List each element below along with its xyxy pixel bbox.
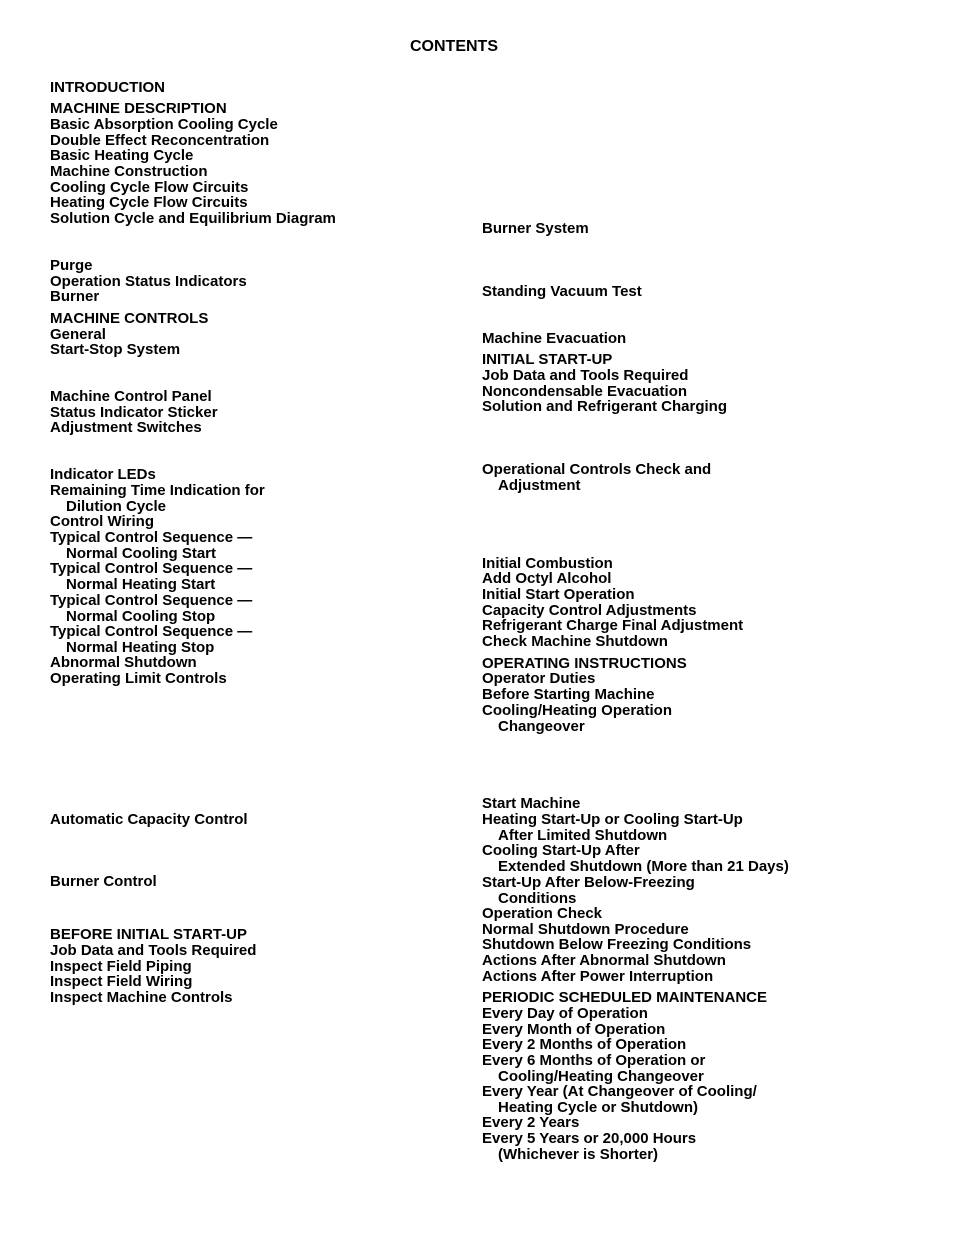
toc-entry-text: Control Wiring bbox=[50, 513, 155, 530]
toc-entry-text: Typical Control Sequence — bbox=[50, 623, 253, 640]
toc-entry-text: Cooling/Heating Operation bbox=[482, 702, 672, 719]
toc-entry-text: Typical Control Sequence — bbox=[50, 529, 253, 546]
toc-entry-text: Add Octyl Alcohol bbox=[482, 570, 612, 587]
toc-entry bbox=[50, 483, 265, 514]
toc-entry-text: Every 6 Months of Operation or bbox=[482, 1052, 706, 1069]
toc-entry bbox=[482, 703, 672, 734]
toc-entry-text: Every Day of Operation bbox=[482, 1005, 648, 1022]
toc-entry-text: Cooling Cycle Flow Circuits bbox=[50, 179, 249, 196]
toc-entry bbox=[50, 258, 93, 274]
toc-entry bbox=[482, 352, 612, 368]
toc-entry-text: MACHINE DESCRIPTION bbox=[50, 100, 227, 117]
toc-entry-text: Normal Shutdown Procedure bbox=[482, 921, 689, 938]
toc-entry bbox=[50, 671, 227, 687]
toc-entry-text: MACHINE CONTROLS bbox=[50, 310, 209, 327]
toc-entry-text: Typical Control Sequence — bbox=[50, 560, 253, 577]
toc-entry-text: Double Effect Reconcentration bbox=[50, 132, 270, 149]
toc-entry bbox=[482, 634, 668, 650]
toc-entry-text: Basic Absorption Cooling Cycle bbox=[50, 116, 278, 133]
toc-entry bbox=[482, 843, 789, 874]
toc-entry bbox=[482, 687, 655, 703]
toc-entry-text: Every 2 Years bbox=[482, 1114, 580, 1131]
toc-entry bbox=[482, 571, 611, 587]
toc-entry bbox=[50, 943, 256, 959]
toc-entry bbox=[50, 101, 227, 117]
toc-entry bbox=[482, 969, 713, 985]
toc-entry bbox=[482, 1006, 648, 1022]
toc-entry bbox=[482, 587, 635, 603]
toc-entry-text: Purge bbox=[50, 257, 93, 274]
toc-entry bbox=[482, 953, 726, 969]
toc-entry-text: Operation Check bbox=[482, 905, 603, 922]
toc-entry-text: Capacity Control Adjustments bbox=[482, 602, 697, 619]
toc-entry bbox=[482, 618, 743, 634]
toc-entry-text: Solution and Refrigerant Charging bbox=[482, 398, 728, 415]
toc-entry-text: Inspect Field Piping bbox=[50, 958, 192, 975]
toc-entry-continuation: Normal Cooling Start bbox=[66, 544, 217, 562]
toc-entry bbox=[50, 311, 208, 327]
toc-entry bbox=[50, 195, 248, 211]
toc-entry-text: Every Month of Operation bbox=[482, 1021, 666, 1038]
toc-entry-text: Remaining Time Indication for bbox=[50, 482, 265, 499]
toc-entry-continuation: Extended Shutdown (More than 21 Days) bbox=[498, 857, 789, 875]
toc-entry-text: Actions After Abnormal Shutdown bbox=[482, 952, 726, 969]
toc-entry-text: INITIAL START-UP bbox=[482, 351, 613, 368]
toc-entry bbox=[482, 368, 688, 384]
toc-entry-text: Adjustment Switches bbox=[50, 419, 202, 436]
toc-entry-text: Burner bbox=[50, 288, 100, 305]
toc-entry bbox=[482, 1037, 686, 1053]
toc-entry-text: Check Machine Shutdown bbox=[482, 633, 668, 650]
toc-entry bbox=[50, 874, 157, 890]
toc-entry-continuation: Conditions bbox=[498, 889, 577, 907]
toc-entry bbox=[50, 927, 247, 943]
toc-entry bbox=[50, 211, 336, 227]
toc-entry-text: Operation Status Indicators bbox=[50, 273, 247, 290]
toc-entry-text: PERIODIC SCHEDULED MAINTENANCE bbox=[482, 989, 768, 1006]
toc-entry bbox=[50, 389, 212, 405]
toc-entry-text: Job Data and Tools Required bbox=[482, 367, 689, 384]
toc-entry bbox=[482, 937, 751, 953]
toc-entry-text: Job Data and Tools Required bbox=[50, 942, 257, 959]
toc-entry-text: Initial Start Operation bbox=[482, 586, 635, 603]
toc-entry bbox=[50, 289, 99, 305]
toc-entry-text: Every Year (At Changeover of Cooling/ bbox=[482, 1083, 757, 1100]
toc-entry bbox=[482, 875, 695, 906]
toc-entry-text: General bbox=[50, 326, 106, 343]
toc-entry-text: Shutdown Below Freezing Conditions bbox=[482, 936, 752, 953]
toc-entry bbox=[482, 1115, 579, 1131]
toc-entry bbox=[50, 974, 192, 990]
toc-entry bbox=[50, 514, 154, 530]
toc-entry bbox=[482, 331, 626, 347]
toc-entry-text: Standing Vacuum Test bbox=[482, 283, 642, 300]
toc-entry-text: Start-Stop System bbox=[50, 341, 181, 358]
toc-entry-text: Typical Control Sequence — bbox=[50, 592, 253, 609]
toc-entry-continuation: After Limited Shutdown bbox=[498, 826, 668, 844]
toc-entry-text: OPERATING INSTRUCTIONS bbox=[482, 655, 687, 672]
toc-entry-text: Refrigerant Charge Final Adjustment bbox=[482, 617, 744, 634]
toc-entry bbox=[50, 655, 197, 671]
toc-entry bbox=[482, 399, 727, 415]
toc-entry-continuation: Adjustment bbox=[498, 476, 581, 494]
toc-entry bbox=[482, 796, 580, 812]
toc-entry bbox=[50, 990, 233, 1006]
toc-entry-continuation: Dilution Cycle bbox=[66, 497, 167, 515]
toc-entry-text: Machine Evacuation bbox=[482, 330, 627, 347]
toc-entry bbox=[50, 624, 252, 655]
toc-entry bbox=[482, 906, 602, 922]
toc-entry bbox=[482, 671, 595, 687]
toc-entry-text: Inspect Machine Controls bbox=[50, 989, 233, 1006]
toc-entry-continuation: Normal Heating Stop bbox=[66, 638, 215, 656]
toc-entry-text: Indicator LEDs bbox=[50, 466, 156, 483]
toc-entry-continuation: Changeover bbox=[498, 717, 585, 735]
toc-entry bbox=[482, 1053, 705, 1084]
toc-entry bbox=[50, 342, 180, 358]
toc-entry-text: Basic Heating Cycle bbox=[50, 147, 194, 164]
toc-entry bbox=[482, 812, 743, 843]
toc-entry bbox=[482, 462, 711, 493]
toc-entry-text: Automatic Capacity Control bbox=[50, 811, 248, 828]
toc-entry bbox=[482, 284, 642, 300]
toc-entry bbox=[50, 593, 252, 624]
toc-entry bbox=[482, 1084, 757, 1115]
toc-entry-text: INTRODUCTION bbox=[50, 79, 165, 96]
toc-entry-continuation: Cooling/Heating Changeover bbox=[498, 1067, 704, 1085]
toc-entry bbox=[50, 467, 156, 483]
toc-entry bbox=[482, 1131, 696, 1162]
toc-entry-text: Heating Cycle Flow Circuits bbox=[50, 194, 248, 211]
toc-entry-text: Every 2 Months of Operation bbox=[482, 1036, 687, 1053]
toc-entry bbox=[50, 420, 202, 436]
toc-entry-text: Before Starting Machine bbox=[482, 686, 655, 703]
toc-entry-text: Start-Up After Below-Freezing bbox=[482, 874, 695, 891]
toc-entry bbox=[50, 530, 252, 561]
toc-entry-continuation: Normal Cooling Stop bbox=[66, 607, 216, 625]
toc-entry-text: Machine Control Panel bbox=[50, 388, 212, 405]
toc-entry-text: Every 5 Years or 20,000 Hours bbox=[482, 1130, 697, 1147]
toc-entry-text: Actions After Power Interruption bbox=[482, 968, 714, 985]
toc-entry bbox=[50, 164, 208, 180]
contents-heading: CONTENTS bbox=[410, 38, 498, 55]
toc-entry bbox=[50, 80, 165, 96]
toc-entry-text: Cooling Start-Up After bbox=[482, 842, 640, 859]
toc-entry-text: Status Indicator Sticker bbox=[50, 404, 218, 421]
toc-entry-continuation: Normal Heating Start bbox=[66, 575, 216, 593]
toc-entry bbox=[50, 148, 193, 164]
toc-entry bbox=[482, 990, 767, 1006]
toc-entry-text: Solution Cycle and Equilibrium Diagram bbox=[50, 210, 336, 227]
toc-entry-continuation: Heating Cycle or Shutdown) bbox=[498, 1098, 699, 1116]
toc-entry-text: Operating Limit Controls bbox=[50, 670, 227, 687]
toc-entry-text: Burner Control bbox=[50, 873, 157, 890]
toc-entry-text: Initial Combustion bbox=[482, 555, 613, 572]
toc-entry-text: Inspect Field Wiring bbox=[50, 973, 193, 990]
toc-entry-text: Noncondensable Evacuation bbox=[482, 383, 688, 400]
toc-entry bbox=[50, 812, 248, 828]
toc-entry-text: Abnormal Shutdown bbox=[50, 654, 197, 671]
toc-entry-text: Machine Construction bbox=[50, 163, 208, 180]
toc-entry-text: Burner System bbox=[482, 220, 589, 237]
toc-entry-text: Operator Duties bbox=[482, 670, 596, 687]
toc-entry-continuation: (Whichever is Shorter) bbox=[498, 1145, 659, 1163]
toc-entry bbox=[50, 561, 252, 592]
toc-entry bbox=[482, 221, 589, 237]
toc-entry-text: Operational Controls Check and bbox=[482, 461, 712, 478]
toc-entry-text: Start Machine bbox=[482, 795, 581, 812]
toc-entry-text: BEFORE INITIAL START-UP bbox=[50, 926, 247, 943]
toc-entry-text: Heating Start-Up or Cooling Start-Up bbox=[482, 811, 743, 828]
toc-entry bbox=[50, 117, 278, 133]
